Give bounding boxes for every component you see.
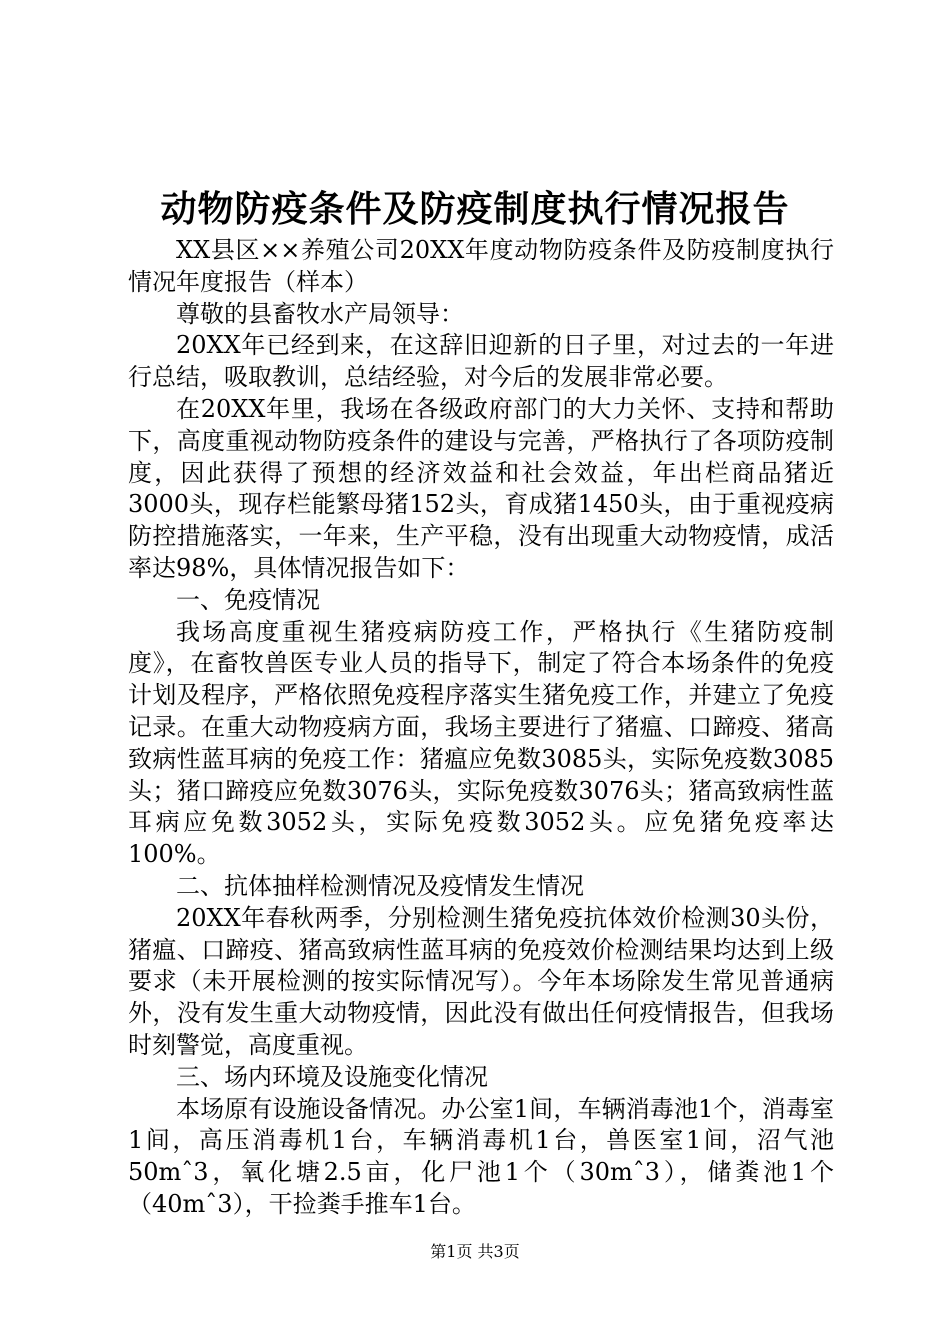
- facilities-paragraph: 本场原有设施设备情况。办公室1间，车辆消毒池1个，消毒室1间，高压消毒机1台，车辆消毒机1台，兽医室1间，沼气池50mˆ3，氧化塘2.5亩，化尸池1个（30mˆ3），储粪池1个（40mˆ3），干捡粪手推车1台。: [128, 1094, 834, 1218]
- document-title: 动物防疫条件及防疫制度执行情况报告: [160, 188, 790, 230]
- summary-paragraph: 在20XX年里，我场在各级政府部门的大力关怀、支持和帮助下，高度重视动物防疫条件的建设与完善，严格执行了各项防疫制度，因此获得了预想的经济效益和社会效益，年出栏商品猪近3000头，现存栏能繁母猪152头，育成猪1450头，由于重视疫病防控措施落实，一年来，生产平稳，没有出现重大动物疫情，成活率达98%，具体情况报告如下：: [128, 394, 834, 582]
- antibody-paragraph: 20XX年春秋两季，分别检测生猪免疫抗体效价检测30头份，猪瘟、口蹄疫、猪高致病性蓝耳病的免疫效价检测结果均达到上级要求（未开展检测的按实际情况写）。今年本场除发生常见普通病外，没有发生重大动物疫情，因此没有做出任何疫情报告，但我场时刻警觉，高度重视。: [128, 903, 834, 1059]
- document-body: [128, 235, 834, 1221]
- subtitle-paragraph: XX县区××养殖公司20XX年度动物防疫条件及防疫制度执行情况年度报告（样本）: [128, 236, 834, 296]
- section-heading-immunization: 一、免疫情况: [176, 585, 320, 614]
- page-footer: 第1页 共3页: [430, 1242, 520, 1261]
- section-heading-facilities: 三、场内环境及设施变化情况: [176, 1062, 488, 1091]
- section-heading-antibody: 二、抗体抽样检测情况及疫情发生情况: [176, 871, 584, 900]
- salutation: 尊敬的县畜牧水产局领导：: [176, 299, 464, 328]
- immunization-paragraph: 我场高度重视生猪疫病防疫工作，严格执行《生猪防疫制度》，在畜牧兽医专业人员的指导下，制定了符合本场条件的免疫计划及程序，严格依照免疫程序落实生猪免疫工作，并建立了免疫记录。在重大动物疫病方面，我场主要进行了猪瘟、口蹄疫、猪高致病性蓝耳病的免疫工作：猪瘟应免数3085头，实际免疫数3085头；猪口蹄疫应免数3076头，实际免疫数3076头；猪高致病性蓝耳病应免数3052头，实际免疫数3052头。应免猪免疫率达100%。: [128, 617, 834, 869]
- intro-paragraph: 20XX年已经到来，在这辞旧迎新的日子里，对过去的一年进行总结，吸取教训，总结经验，对今后的发展非常必要。: [128, 331, 834, 392]
